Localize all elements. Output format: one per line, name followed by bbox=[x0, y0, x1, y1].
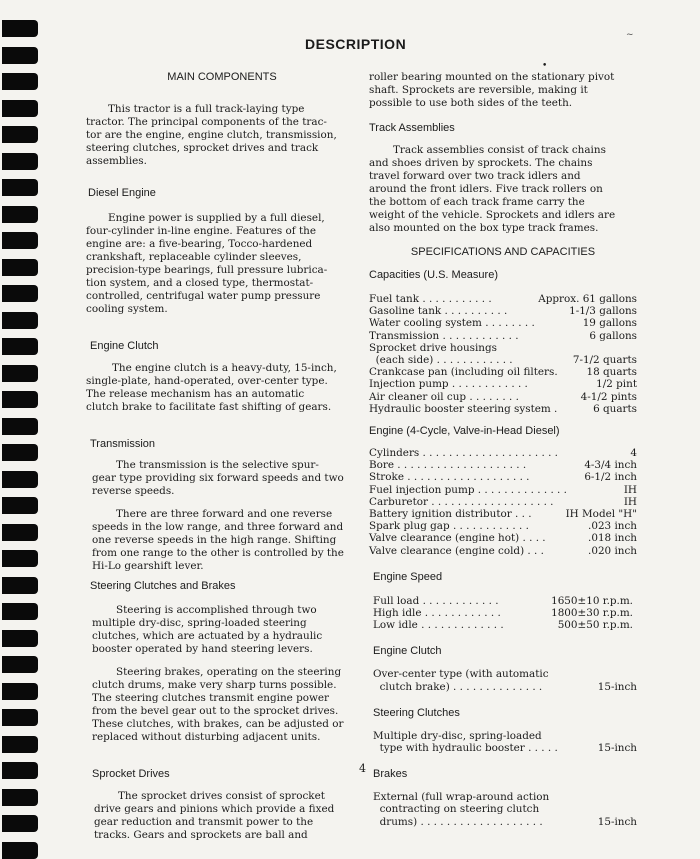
scan-mark: ~ bbox=[626, 30, 634, 40]
text-line: Hi-Lo gearshift lever. bbox=[92, 560, 204, 572]
binding-ring bbox=[2, 179, 38, 196]
text-line: from one range to the other is controlled by the bbox=[92, 547, 344, 559]
text-line: There are three forward and one reverse bbox=[116, 508, 333, 520]
diesel-engine-text bbox=[86, 212, 358, 316]
spec-line: contracting on steering clutch bbox=[373, 803, 540, 816]
text-line: weight of the vehicle. Sprockets and idlers are bbox=[369, 209, 616, 221]
spec-row: Stroke . . . . . . . . . . . . . . . . . . . 6-1/2 inch bbox=[369, 471, 637, 484]
text-line: tracks. Gears and sprockets are ball and bbox=[94, 829, 308, 841]
binding-ring bbox=[2, 20, 38, 37]
text-line: around the front idlers. Five track rollers on bbox=[369, 183, 603, 195]
binding-ring bbox=[2, 206, 38, 223]
capacities-heading: Capacities (U.S. Measure) bbox=[369, 269, 498, 281]
spec-row: Valve clearance (engine hot) . . . . .018 inch bbox=[369, 532, 637, 545]
left-column bbox=[86, 71, 358, 842]
specs-heading: SPECIFICATIONS AND CAPACITIES bbox=[410, 246, 596, 258]
spec-row: Injection pump . . . . . . . . . . . . 1/2 pint bbox=[369, 378, 637, 391]
text-line: The release mechanism has an automatic bbox=[86, 388, 305, 400]
engine-clutch-spec-heading: Engine Clutch bbox=[373, 645, 442, 658]
brakes-spec bbox=[369, 791, 637, 828]
binding-ring bbox=[2, 312, 38, 329]
spiral-binding bbox=[0, 0, 42, 855]
binding-ring bbox=[2, 285, 38, 302]
spec-row: (each side) . . . . . . . . . . . . 7-1/2 quarts bbox=[369, 354, 637, 367]
text-line: speeds in the low range, and three forward and bbox=[92, 521, 344, 533]
spec-row: type with hydraulic booster . . . . . 15-inch bbox=[373, 742, 637, 755]
brakes-heading: Brakes bbox=[373, 768, 408, 781]
text-line: booster operated by hand steering levers. bbox=[92, 643, 313, 655]
binding-ring bbox=[2, 338, 38, 355]
binding-ring bbox=[2, 815, 38, 832]
spec-row: Low idle . . . . . . . . . . . . . 500±50 r.p.m. bbox=[373, 619, 633, 632]
binding-ring bbox=[2, 47, 38, 64]
engine-clutch-text bbox=[86, 362, 358, 414]
text-line: Track assemblies consist of track chains bbox=[393, 144, 606, 156]
text-line: gear reduction and transmit power to the bbox=[94, 816, 314, 828]
engine-speed-heading: Engine Speed bbox=[373, 570, 443, 583]
binding-ring bbox=[2, 736, 38, 753]
text-line: four-cylinder in-line engine. Features of the bbox=[86, 225, 316, 237]
spec-row: Transmission . . . . . . . . . . . . 6 gallons bbox=[369, 329, 637, 342]
spec-row: Water cooling system . . . . . . . . 19 gallons bbox=[369, 317, 637, 330]
text-line: from the bevel gear out to the sprocket drives. bbox=[92, 705, 339, 717]
text-line: engine are: a five-bearing, Tocco-hardened bbox=[86, 238, 313, 250]
engine-clutch-spec bbox=[369, 668, 637, 692]
binding-ring bbox=[2, 842, 38, 859]
text-line: tion system, and a closed type, thermostat- bbox=[86, 277, 314, 289]
text-line: tractor. The principal components of the trac- bbox=[86, 116, 327, 128]
spec-row: clutch brake) . . . . . . . . . . . . . . 15-inch bbox=[373, 680, 637, 693]
binding-ring bbox=[2, 656, 38, 673]
main-components-text bbox=[86, 103, 358, 168]
text-line: tor are the engine, engine clutch, transmission, bbox=[86, 129, 337, 141]
transmission-text bbox=[86, 459, 358, 573]
text-line: travel forward over two track idlers and bbox=[369, 170, 581, 182]
binding-ring bbox=[2, 444, 38, 461]
spec-row: Fuel tank . . . . . . . . . . . Approx. 61 gallons bbox=[369, 293, 637, 305]
steering-clutches-spec bbox=[369, 730, 637, 754]
binding-ring bbox=[2, 550, 38, 567]
text-line: This tractor is a full track-laying type bbox=[108, 103, 305, 115]
spec-row: Fuel injection pump . . . . . . . . . . . . . . IH bbox=[369, 483, 637, 496]
binding-ring bbox=[2, 577, 38, 594]
text-line: possible to use both sides of the teeth. bbox=[369, 97, 573, 109]
spec-row: Full load . . . . . . . . . . . . 1650±10 r.p.m. bbox=[373, 594, 633, 607]
spec-row: Spark plug gap . . . . . . . . . . . . .023 inch bbox=[369, 520, 637, 533]
text-line: roller bearing mounted on the stationary pivot bbox=[369, 71, 615, 83]
spec-row: Hydraulic booster steering system . 6 quarts bbox=[369, 402, 637, 415]
binding-ring bbox=[2, 259, 38, 276]
spec-row: Bore . . . . . . . . . . . . . . . . . . . . 4-3/4 inch bbox=[369, 459, 637, 472]
spec-row: Crankcase pan (including oil filters. 18 quarts bbox=[369, 366, 637, 379]
text-line: reverse speeds. bbox=[92, 485, 175, 497]
engine-heading: Engine (4-Cycle, Valve-in-Head Diesel) bbox=[369, 425, 560, 438]
spec-row: Valve clearance (engine cold) . . . .020 inch bbox=[369, 544, 637, 557]
text-line: Engine power is supplied by a full diesel, bbox=[108, 212, 325, 224]
binding-ring bbox=[2, 418, 38, 435]
text-line: replaced without disturbing adjacent units. bbox=[92, 731, 321, 743]
text-line: These clutches, with brakes, can be adjusted or bbox=[92, 718, 344, 730]
page-number: 4 bbox=[359, 762, 366, 775]
binding-ring bbox=[2, 762, 38, 779]
scan-dot: • bbox=[542, 61, 548, 71]
engine-speed-table bbox=[369, 595, 633, 632]
binding-ring bbox=[2, 365, 38, 382]
text-line: clutches, which are actuated by a hydraulic bbox=[92, 630, 323, 642]
text-line: multiple dry-disc, spring-loaded steering bbox=[92, 617, 307, 629]
spec-line: External (full wrap-around action bbox=[373, 791, 550, 804]
binding-ring bbox=[2, 232, 38, 249]
binding-ring bbox=[2, 100, 38, 117]
text-line: controlled, centrifugal water pump pressure bbox=[86, 290, 321, 302]
spec-row: Sprocket drive housings bbox=[369, 341, 497, 354]
spec-row: Gasoline tank . . . . . . . . . . 1-1/3 gallons bbox=[369, 305, 637, 318]
text-line: drive gears and pinions which provide a fixed bbox=[94, 803, 335, 815]
binding-ring bbox=[2, 73, 38, 90]
text-line: single-plate, hand-operated, over-center type. bbox=[86, 375, 328, 387]
spec-row: Battery ignition distributor . . . IH Model "H" bbox=[369, 508, 637, 521]
text-line: assemblies. bbox=[86, 155, 147, 167]
steering-heading: Steering Clutches and Brakes bbox=[90, 580, 236, 592]
text-line: The sprocket drives consist of sprocket bbox=[118, 790, 325, 802]
spec-line: Over-center type (with automatic bbox=[373, 668, 549, 681]
text-line: the bottom of each track frame carry the bbox=[369, 196, 585, 208]
text-line: Steering is accomplished through two bbox=[116, 604, 317, 616]
text-line: The transmission is the selective spur- bbox=[116, 459, 319, 471]
binding-ring bbox=[2, 630, 38, 647]
text-line: and shoes driven by sprockets. The chains bbox=[369, 157, 593, 169]
capacities-table bbox=[369, 293, 637, 415]
steering-text bbox=[86, 604, 358, 744]
track-text bbox=[369, 144, 637, 235]
text-line: clutch brake to facilitate fast shifting of gears. bbox=[86, 401, 332, 413]
text-line: clutch drums, make very sharp turns possible. bbox=[92, 679, 337, 691]
page-title: DESCRIPTION bbox=[305, 36, 407, 52]
transmission-heading: Transmission bbox=[90, 438, 155, 450]
continued-text bbox=[369, 71, 637, 110]
text-line: crankshaft, replaceable cylinder sleeves, bbox=[86, 251, 302, 263]
binding-ring bbox=[2, 153, 38, 170]
text-line: gear type providing six forward speeds and two bbox=[92, 472, 344, 484]
spec-row: drums) . . . . . . . . . . . . . . . . . . . 15-inch bbox=[373, 815, 637, 828]
binding-ring bbox=[2, 471, 38, 488]
binding-ring bbox=[2, 683, 38, 700]
engine-clutch-heading: Engine Clutch bbox=[90, 340, 159, 352]
sprocket-heading: Sprocket Drives bbox=[92, 768, 170, 780]
text-line: The steering clutches transmit engine power bbox=[92, 692, 330, 704]
spec-row: Carburetor . . . . . . . . . . . . . . . . . . . IH bbox=[369, 495, 637, 508]
text-line: shaft. Sprockets are reversible, making it bbox=[369, 84, 588, 96]
diesel-engine-heading: Diesel Engine bbox=[88, 187, 156, 199]
binding-ring bbox=[2, 789, 38, 806]
text-line: steering clutches, sprocket drives and track bbox=[86, 142, 319, 154]
spec-row: High idle . . . . . . . . . . . . 1800±30 r.p.m. bbox=[373, 607, 633, 620]
text-line: cooling system. bbox=[86, 303, 168, 315]
track-heading: Track Assemblies bbox=[369, 122, 455, 134]
spec-row: Cylinders . . . . . . . . . . . . . . . . . . . . . 4 bbox=[369, 447, 637, 460]
binding-ring bbox=[2, 391, 38, 408]
binding-ring bbox=[2, 126, 38, 143]
text-line: one reverse speeds in the high range. Shifting bbox=[92, 534, 337, 546]
main-components-heading: MAIN COMPONENTS bbox=[167, 71, 277, 83]
engine-table bbox=[369, 447, 637, 557]
binding-ring bbox=[2, 524, 38, 541]
binding-ring bbox=[2, 497, 38, 514]
text-line: also mounted on the box type track frames. bbox=[369, 222, 599, 234]
right-column bbox=[369, 71, 637, 828]
sprocket-text bbox=[86, 790, 358, 842]
binding-ring bbox=[2, 603, 38, 620]
text-line: Steering brakes, operating on the steering bbox=[116, 666, 342, 678]
text-line: precision-type bearings, full pressure lubrica- bbox=[86, 264, 328, 276]
spec-line: Multiple dry-disc, spring-loaded bbox=[373, 729, 542, 742]
spec-row: Air cleaner oil cup . . . . . . . . 4-1/2 pints bbox=[369, 390, 637, 403]
binding-ring bbox=[2, 709, 38, 726]
steering-clutches-heading: Steering Clutches bbox=[373, 706, 460, 719]
text-line: The engine clutch is a heavy-duty, 15-inch, bbox=[112, 362, 337, 374]
